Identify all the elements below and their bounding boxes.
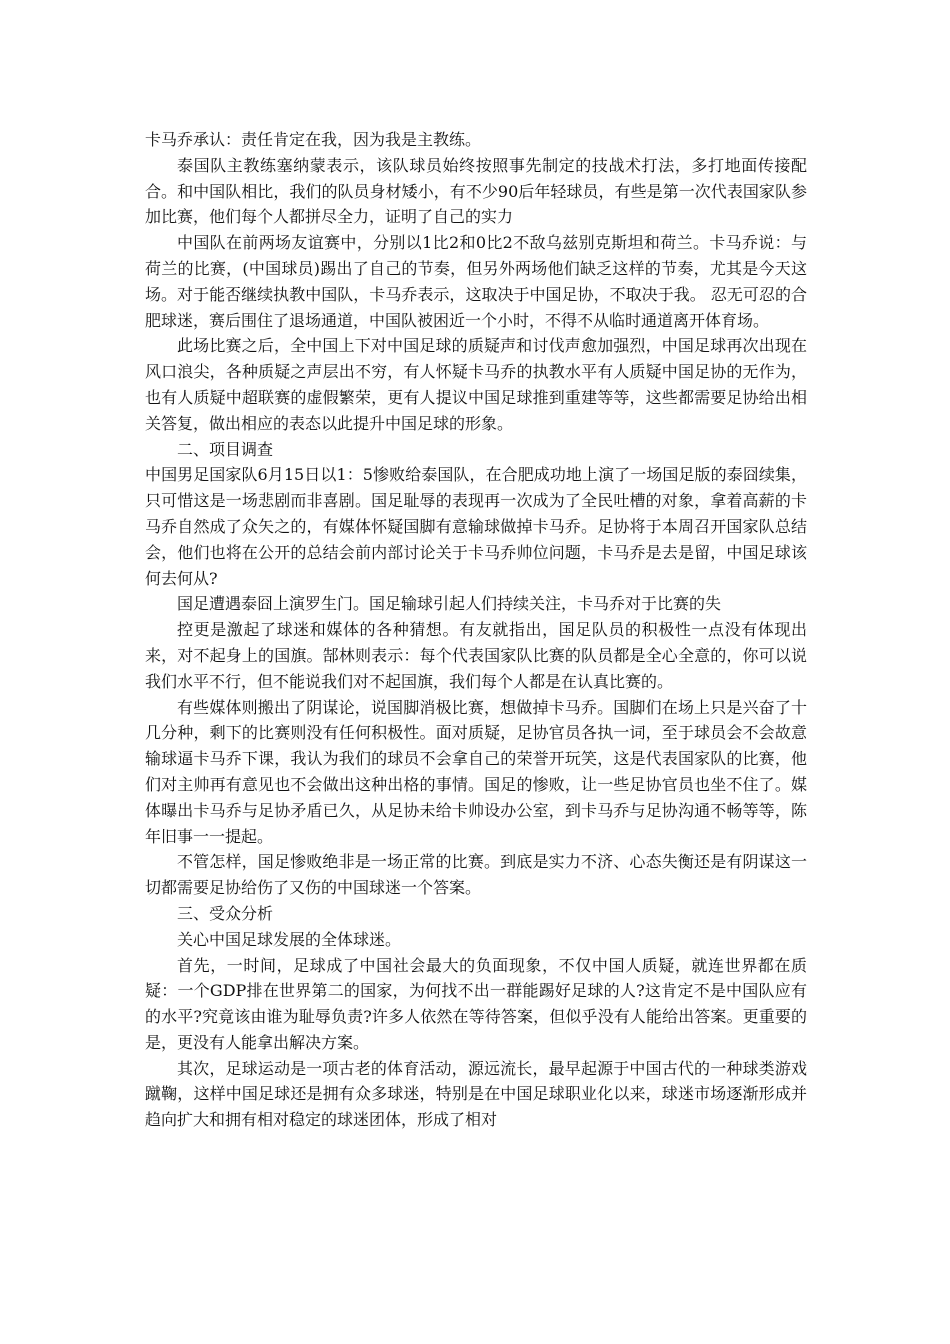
section-heading-audience: 三、受众分析 — [177, 903, 274, 923]
paragraph-12: 关心中国足球发展的全体球迷。 — [177, 929, 402, 949]
paragraph-6: 中国男足国家队6月15日以1：5惨败给泰国队，在合肥成功地上演了一场国足版的泰囧续集，只可惜这是一场悲剧而非喜剧。国足耻辱的表现再一次成为了全民吐槽的对象，拿着高薪的卡马乔自然成了众矢之的，有媒体怀疑国脚有意输球做掉卡马乔。足协将于本周召开国家队总结会，他们也将在公开的总结会前内部讨论关于卡马乔帅位问题，卡马乔是去是留，中国足球该何去何从? — [145, 465, 807, 588]
paragraph-9: 有些媒体则搬出了阴谋论，说国脚消极比赛，想做掉卡马乔。国脚们在场上只是兴奋了十几分种，剩下的比赛则没有任何积极性。面对质疑，足协官员各执一词，至于球员会不会故意输球逼卡马乔下课，我认为我们的球员不会拿自己的荣誉开玩笑，这是代表国家队的比赛，他们对主帅再有意见也不会做出这种出格的事情。国足的惨败，让一些足协官员也坐不住了。媒体曝出卡马乔与足协矛盾已久，从足协未给卡帅设办公室，到卡马乔与足协沟通不畅等等，陈年旧事一一提起。 — [145, 697, 807, 846]
paragraph-2: 泰国队主教练塞纳蒙表示，该队球员始终按照事先制定的技战术打法，多打地面传接配合。和中国队相比，我们的队员身材矮小，有不少90后年轻球员，有些是第一次代表国家队参加比赛，他们每个人都拼尽全力，证明了自己的实力 — [145, 155, 807, 227]
paragraph-4: 此场比赛之后，全中国上下对中国足球的质疑声和讨伐声愈加强烈，中国足球再次出现在风口浪尖，各种质疑之声层出不穷，有人怀疑卡马乔的执教水平有人质疑中国足协的无作为，也有人质疑中超联赛的虚假繁荣，更有人提议中国足球推到重建等等，这些都需要足协给出相关答复，做出相应的表态以此提升中国足球的形象。 — [145, 336, 807, 433]
section-heading-survey: 二、项目调查 — [177, 439, 274, 459]
paragraph-3: 中国队在前两场友谊赛中，分别以1比2和0比2不敌乌兹别克斯坦和荷兰。卡马乔说：与荷兰的比赛，(中国球员)踢出了自己的节奏，但另外两场他们缺乏这样的节奏，尤其是今天这场。对于能否继续执教中国队，卡马乔表示，这取决于中国足协，不取决于我。 忍无可忍的合肥球迷，赛后围住了退场通道，中国队被困近一个小时，不得不从临时通道离开体育场。 — [145, 233, 807, 330]
paragraph-14: 其次，足球运动是一项古老的体育活动，源远流长，最早起源于中国古代的一种球类游戏蹴鞠，这样中国足球还是拥有众多球迷，特别是在中国足球职业化以来，球迷市场逐渐形成并趋向扩大和拥有相对稳定的球迷团体，形成了相对 — [145, 1058, 807, 1130]
paragraph-1: 卡马乔承认：责任肯定在我，因为我是主教练。 — [145, 130, 482, 149]
paragraph-13: 首先，一时间，足球成了中国社会最大的负面现象，不仅中国人质疑，就连世界都在质疑：一个GDP排在世界第二的国家，为何找不出一群能踢好足球的人?这肯定不是中国队应有的水平?究竟该由谁为耻辱负责?许多人依然在等待答案，但似乎没有人能给出答案。更重要的是，更没有人能拿出解决方案。 — [145, 955, 807, 1052]
paragraph-8: 控更是激起了球迷和媒体的各种猜想。有友就指出，国足队员的积极性一点没有体现出来，对不起身上的国旗。郜林则表示：每个代表国家队比赛的队员都是全心全意的，你可以说我们水平不行，但不能说我们对不起国旗，我们每个人都是在认真比赛的。 — [145, 620, 807, 691]
paragraph-10: 不管怎样，国足惨败绝非是一场正常的比赛。到底是实力不济、心态失衡还是有阴谋这一切都需要足协给伤了又伤的中国球迷一个答案。 — [145, 852, 807, 898]
paragraph-7: 国足遭遇泰囧上演罗生门。国足输球引起人们持续关注，卡马乔对于比赛的失 — [177, 594, 722, 614]
document-page — [145, 127, 807, 1133]
